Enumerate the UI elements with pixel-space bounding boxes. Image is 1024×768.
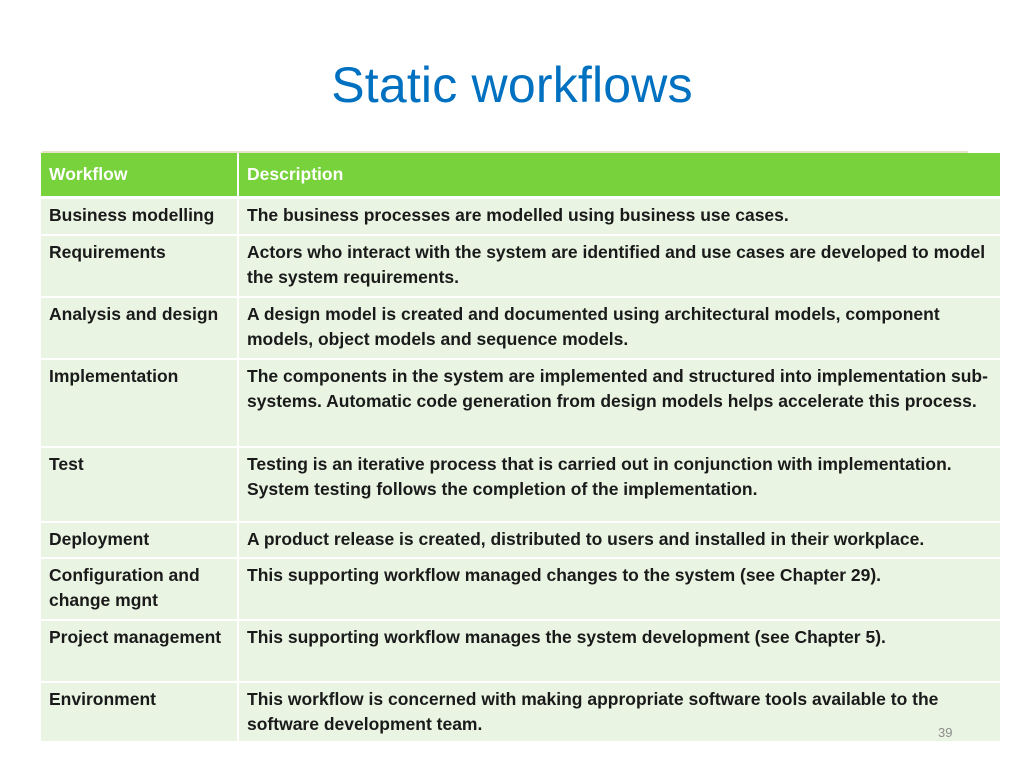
workflow-cell: Project management: [41, 620, 238, 682]
description-cell: The components in the system are implemented and structured into implementation sub-systems. Automatic code generation from design models helps accelerate this process.: [238, 359, 1000, 447]
slide-title: Static workflows: [331, 57, 693, 113]
description-cell: Testing is an iterative process that is carried out in conjunction with implementation. System testing follows the completion of the implementation.: [238, 447, 1000, 522]
workflow-table: [41, 153, 1000, 743]
table-row: [41, 297, 1000, 359]
header-description: Description: [238, 153, 1000, 198]
workflow-cell: Requirements: [41, 235, 238, 297]
description-cell: Actors who interact with the system are identified and use cases are developed to model the system requirements.: [238, 235, 1000, 297]
description-cell: The business processes are modelled using business use cases.: [238, 198, 1000, 235]
table-row: [41, 198, 1000, 235]
description-cell: A product release is created, distributed to users and installed in their workplace.: [238, 522, 1000, 558]
table-row: [41, 682, 1000, 742]
table-header-row: [41, 153, 1000, 198]
page-number: 39: [938, 725, 953, 740]
description-cell: This supporting workflow managed changes to the system (see Chapter 29).: [238, 558, 1000, 620]
workflow-cell: Test: [41, 447, 238, 522]
table-row: [41, 558, 1000, 620]
header-workflow: Workflow: [41, 153, 238, 198]
workflow-cell: Environment: [41, 682, 238, 742]
table-row: [41, 235, 1000, 297]
table-row: [41, 522, 1000, 558]
description-cell: This workflow is concerned with making appropriate software tools available to the software development team.: [238, 682, 1000, 742]
table-row: [41, 359, 1000, 447]
workflow-cell: Business modelling: [41, 198, 238, 235]
workflow-cell: Analysis and design: [41, 297, 238, 359]
table-row: [41, 447, 1000, 522]
workflow-cell: Implementation: [41, 359, 238, 447]
table-row: [41, 620, 1000, 682]
workflow-cell: Configuration and change mgnt: [41, 558, 238, 620]
description-cell: This supporting workflow manages the system development (see Chapter 5).: [238, 620, 1000, 682]
workflow-cell: Deployment: [41, 522, 238, 558]
description-cell: A design model is created and documented using architectural models, component models, object models and sequence models.: [238, 297, 1000, 359]
